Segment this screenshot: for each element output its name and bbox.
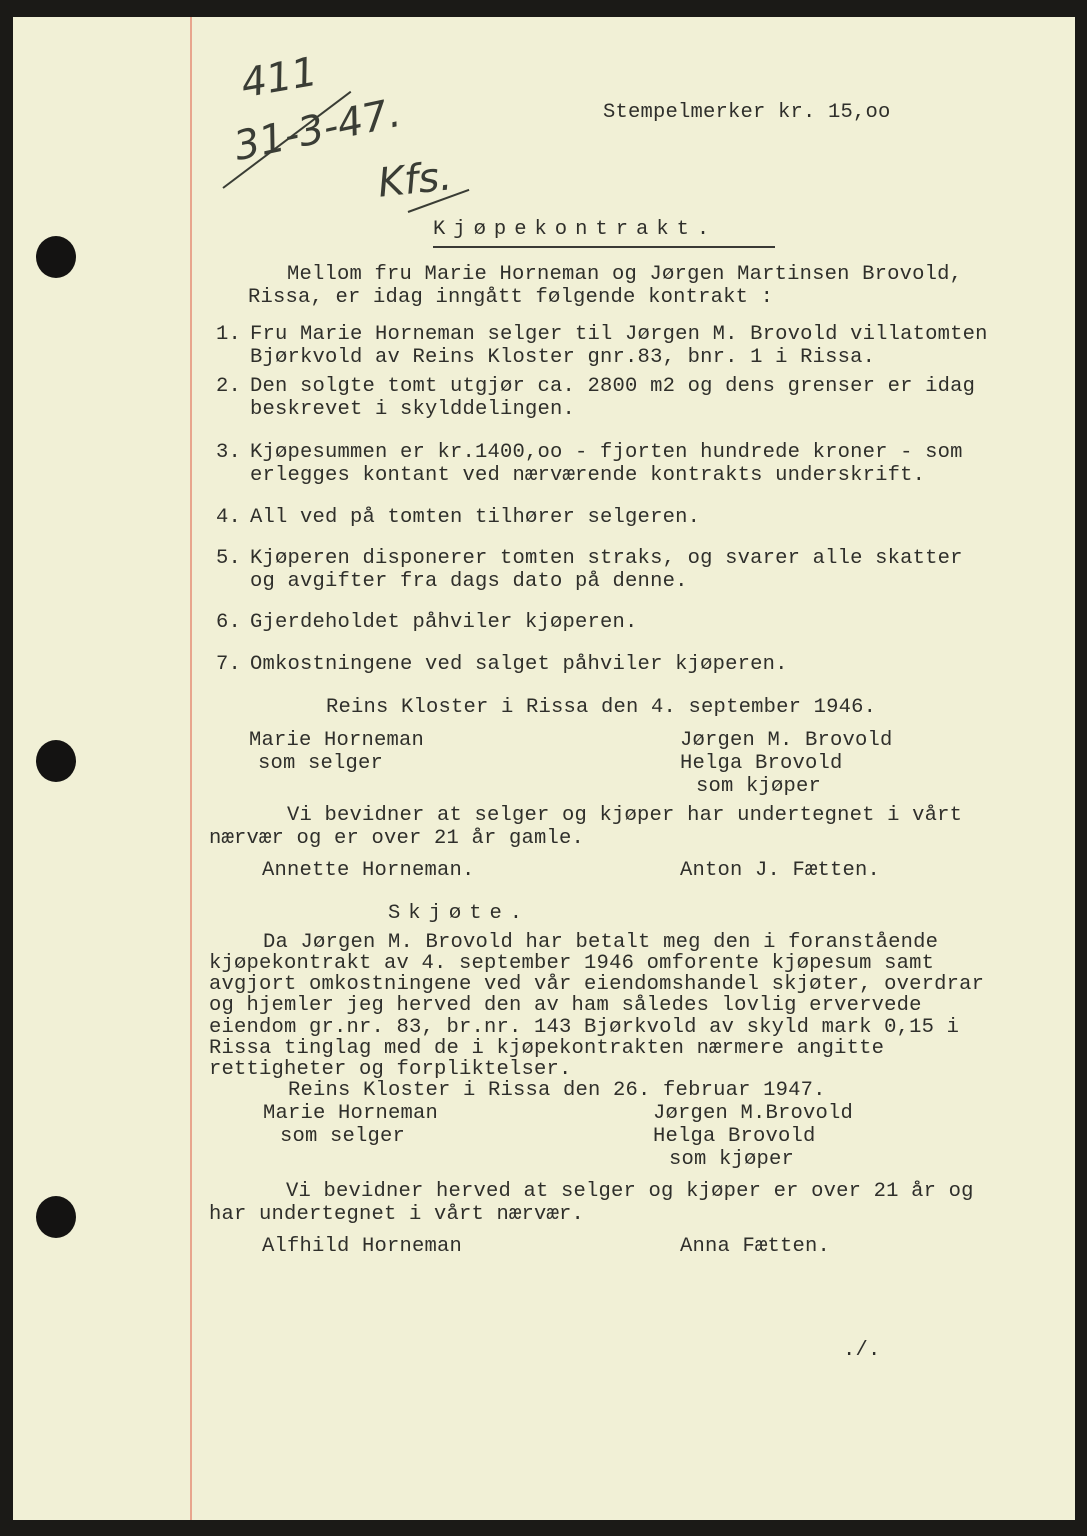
clause-text: Omkostningene ved salget påhviler kjøperen.: [250, 653, 788, 676]
contract-seller-name: Marie Horneman: [249, 729, 425, 752]
clause-text: erlegges kontant ved nærværende kontrakts underskrift.: [250, 464, 926, 487]
contract-seller-role: som selger: [258, 752, 384, 775]
deed-seller-role: som selger: [280, 1125, 406, 1148]
deed-body-line: rettigheter og forpliktelser.: [209, 1058, 572, 1081]
clause-text: Kjøpesummen er kr.1400,oo - fjorten hundrede kroner - som: [250, 441, 963, 464]
deed-witness-text: Vi bevidner herved at selger og kjøper er over 21 år og: [286, 1180, 974, 1203]
deed-body-line: eiendom gr.nr. 83, br.nr. 143 Bjørkvold av skyld mark 0,15 i: [209, 1016, 960, 1039]
clause-text: Den solgte tomt utgjør ca. 2800 m2 og dens grenser er idag: [250, 375, 976, 398]
contract-witness-2: Anton J. Fætten.: [680, 859, 881, 882]
handwritten-number: 411: [237, 48, 321, 108]
deed-witness-1: Alfhild Horneman: [262, 1235, 463, 1258]
deed-buyer-role: som kjøper: [669, 1148, 795, 1171]
deed-buyer-name-1: Jørgen M.Brovold: [653, 1102, 854, 1125]
clause-text: Gjerdeholdet påhviler kjøperen.: [250, 611, 638, 634]
clause-number: 4.: [216, 506, 242, 529]
contract-witness-1: Annette Horneman.: [262, 859, 475, 882]
continuation-mark: ./.: [843, 1339, 881, 1362]
stamp-duty-line: Stempelmerker kr. 15,oo: [603, 101, 891, 124]
deed-buyer-name-2: Helga Brovold: [653, 1125, 816, 1148]
clause-number: 1.: [216, 323, 242, 346]
deed-body-line: og hjemler jeg herved den av ham således lovlig ervervede: [209, 994, 922, 1017]
clause-text: beskrevet i skylddelingen.: [250, 398, 576, 421]
clause-number: 6.: [216, 611, 242, 634]
handwritten-date: 31-3-47.: [230, 89, 405, 171]
punch-hole: [36, 236, 76, 278]
clause-text: All ved på tomten tilhører selgeren.: [250, 506, 701, 529]
clause-text: Bjørkvold av Reins Kloster gnr.83, bnr. 1 i Rissa.: [250, 346, 876, 369]
punch-hole: [36, 740, 76, 782]
clause-number: 3.: [216, 441, 242, 464]
contract-buyer-name-1: Jørgen M. Brovold: [680, 729, 893, 752]
punch-hole: [36, 1196, 76, 1238]
contract-intro-line: Rissa, er idag inngått følgende kontrakt :: [248, 286, 774, 309]
clause-text: Fru Marie Horneman selger til Jørgen M. Brovold villatomten: [250, 323, 988, 346]
clause-number: 5.: [216, 547, 242, 570]
clause-text: og avgifter fra dags dato på denne.: [250, 570, 688, 593]
clause-number: 7.: [216, 653, 242, 676]
contract-witness-text: Vi bevidner at selger og kjøper har undertegnet i vårt: [287, 804, 963, 827]
handwritten-initials: Kfs.: [375, 153, 455, 207]
title-underline: [433, 246, 775, 248]
clause-text: Kjøperen disponerer tomten straks, og svarer alle skatter: [250, 547, 963, 570]
clause-number: 2.: [216, 375, 242, 398]
margin-line: [190, 17, 192, 1520]
deed-witness-text: har undertegnet i vårt nærvær.: [209, 1203, 585, 1226]
deed-body-line: Rissa tinglag med de i kjøpekontrakten nærmere angitte: [209, 1037, 885, 1060]
deed-place-date: Reins Kloster i Rissa den 26. februar 1947.: [288, 1079, 826, 1102]
contract-title: Kjøpekontrakt.: [433, 218, 718, 241]
deed-seller-name: Marie Horneman: [263, 1102, 439, 1125]
deed-title: Skjøte.: [388, 902, 531, 925]
contract-witness-text: nærvær og er over 21 år gamle.: [209, 827, 585, 850]
contract-intro-line: Mellom fru Marie Horneman og Jørgen Martinsen Brovold,: [287, 263, 963, 286]
deed-body-line: kjøpekontrakt av 4. september 1946 omforente kjøpesum samt: [209, 952, 935, 975]
deed-witness-2: Anna Fætten.: [680, 1235, 831, 1258]
deed-body-line: avgjort omkostningene ved vår eiendomshandel skjøter, overdrar: [209, 973, 985, 996]
deed-body-line: Da Jørgen M. Brovold har betalt meg den i foranstående: [263, 931, 939, 954]
contract-buyer-name-2: Helga Brovold: [680, 752, 843, 775]
document-page: [13, 17, 1075, 1520]
contract-buyer-role: som kjøper: [696, 775, 822, 798]
contract-place-date: Reins Kloster i Rissa den 4. september 1946.: [326, 696, 877, 719]
